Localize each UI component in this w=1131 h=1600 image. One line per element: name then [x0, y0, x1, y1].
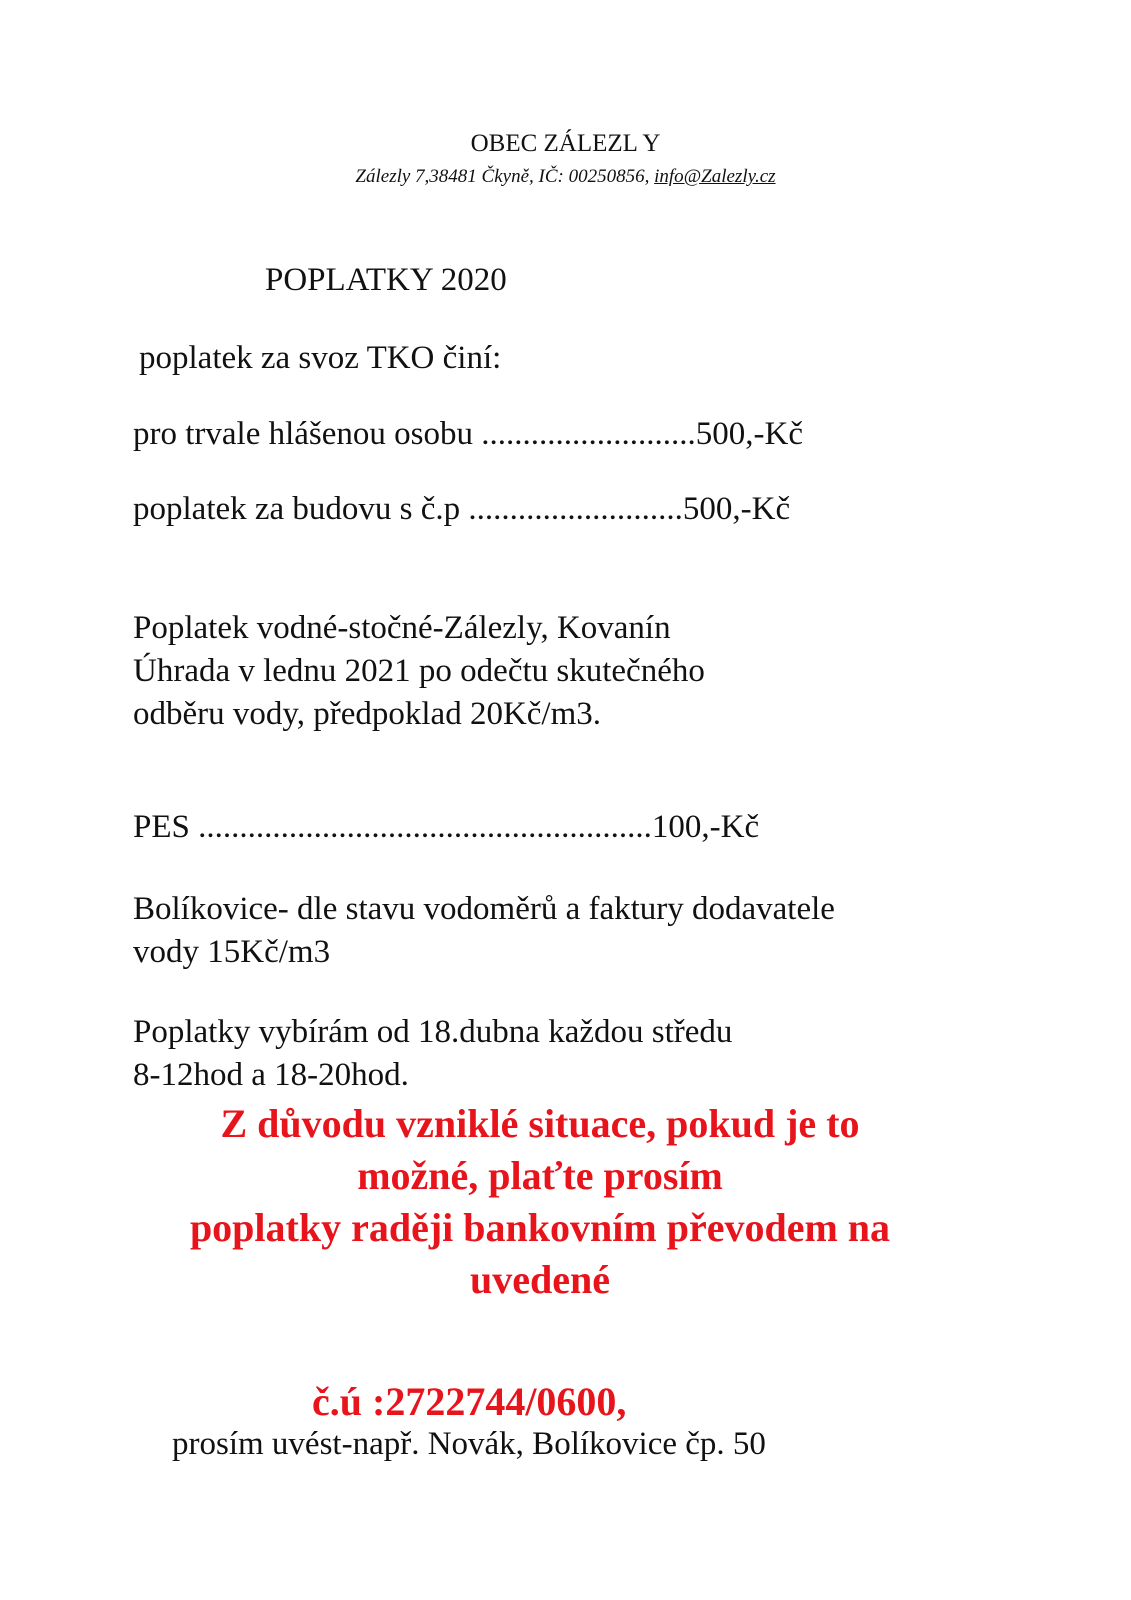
- fee-label: poplatek za budovu s č.p: [133, 491, 461, 527]
- water-fee-line: Poplatek vodné-stočné-Zálezly, Kovanín: [133, 610, 671, 646]
- fee-label: PES: [133, 809, 190, 845]
- notice-line: poplatky raději bankovním převodem na: [189, 1205, 891, 1250]
- water-fee-block: [133, 607, 705, 736]
- bolikovice-block: [133, 888, 835, 974]
- fee-dots: ..........................: [460, 491, 683, 527]
- fee-dots: .......................................................: [189, 809, 652, 845]
- fee-amount: 100,-Kč: [651, 809, 760, 845]
- email-link[interactable]: info@Zalezly.cz: [654, 166, 776, 187]
- water-fee-line: Úhrada v lednu 2021 po odečtu skutečného: [133, 653, 705, 689]
- notice-line: možné, plaťte prosím: [357, 1153, 723, 1198]
- fee-amount: 500,-Kč: [695, 416, 803, 452]
- bolikovice-line: vody 15Kč/m3: [133, 934, 331, 970]
- bank-account-number: č.ú :2722744/0600,: [312, 1379, 627, 1424]
- notice-line: Z důvodu vzniklé situace, pokud je to: [220, 1101, 860, 1146]
- collection-block: [133, 1011, 732, 1097]
- bolikovice-line: Bolíkovice- dle stavu vodoměrů a faktury dodavatele: [133, 891, 835, 927]
- fee-line-person: [133, 416, 803, 453]
- payment-note: prosím uvést-např. Novák, Bolíkovice čp. 50: [172, 1426, 766, 1462]
- collection-line: 8-12hod a 18-20hod.: [133, 1057, 409, 1093]
- dog-fee-line: [133, 809, 759, 846]
- document-title: POPLATKY 2020: [265, 262, 507, 298]
- fee-line-building: [133, 491, 790, 528]
- fee-label: pro trvale hlášenou osobu: [133, 416, 474, 452]
- notice-line: uvedené: [470, 1257, 610, 1302]
- water-fee-line: odběru vody, předpoklad 20Kč/m3.: [133, 696, 602, 732]
- municipality-title: OBEC ZÁLEZL Y: [470, 130, 661, 157]
- fee-dots: ..........................: [473, 416, 696, 452]
- fee-amount: 500,-Kč: [682, 491, 791, 527]
- municipality-address: [0, 166, 1131, 188]
- address-text: Zálezly 7,38481 Čkyně, IČ: 00250856,: [355, 166, 655, 187]
- tko-intro: poplatek za svoz TKO činí:: [139, 340, 502, 376]
- bank-transfer-notice: [0, 1098, 1080, 1306]
- collection-line: Poplatky vybírám od 18.dubna každou středu: [133, 1014, 733, 1050]
